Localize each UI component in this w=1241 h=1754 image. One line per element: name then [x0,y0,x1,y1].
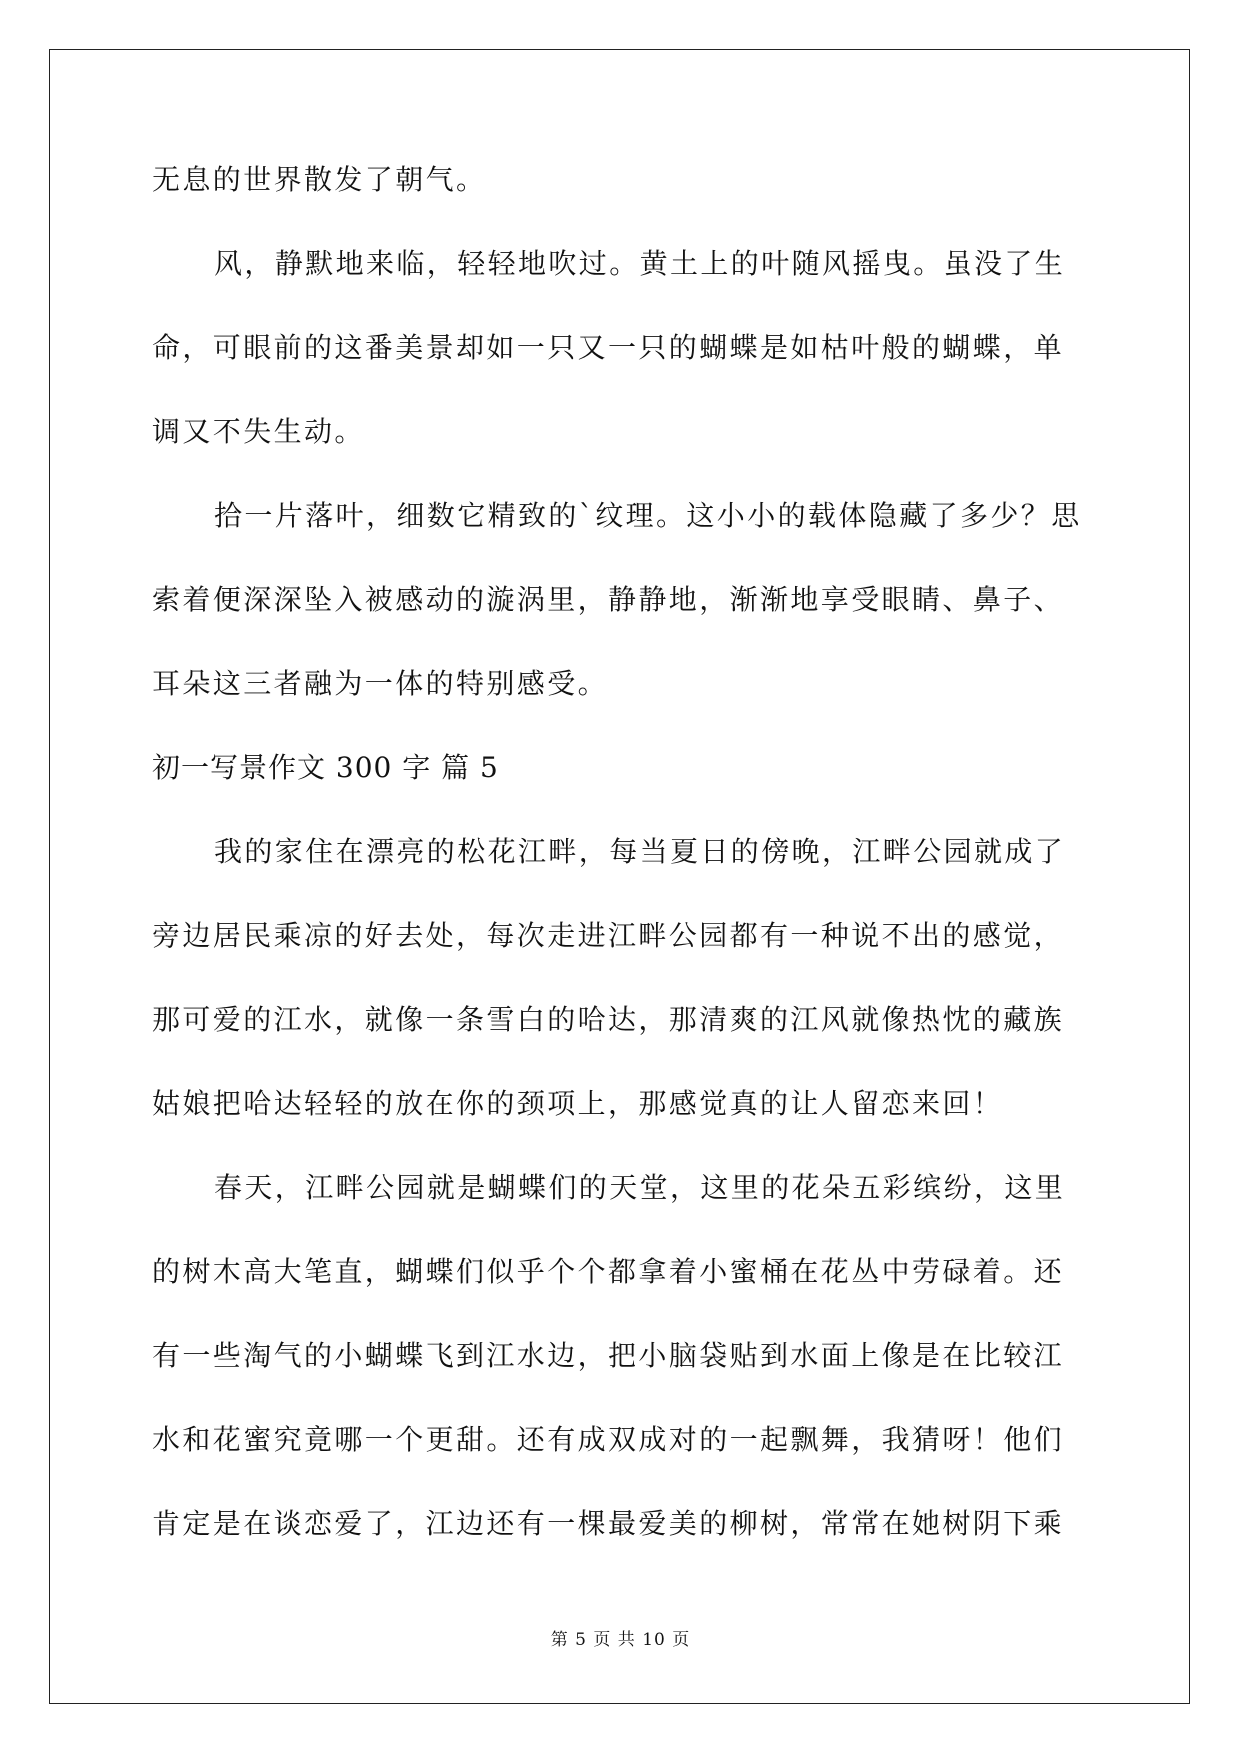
text-line: 风，静默地来临，轻轻地吹过。黄土上的叶随风摇曳。虽没了生 [214,247,1066,280]
page-footer: 第 5 页 共 10 页 [550,1630,691,1650]
text-line: 旁边居民乘凉的好去处，每次走进江畔公园都有一种说不出的感觉， [152,919,1065,952]
text-line: 调又不失生动。 [152,415,365,448]
text-line: 无息的世界散发了朝气。 [152,163,487,196]
text-line: 春天，江畔公园就是蝴蝶们的天堂，这里的花朵五彩缤纷，这里 [214,1171,1066,1204]
section-heading: 初一写景作文 300 字 篇 5 [152,751,499,784]
text-line: 命，可眼前的这番美景却如一只又一只的蝴蝶是如枯叶般的蝴蝶，单 [152,331,1065,364]
text-line: 耳朵这三者融为一体的特别感受。 [152,667,609,700]
text-line: 拾一片落叶，细数它精致的`纹理。这小小的载体隐藏了多少？思 [214,499,1082,532]
text-line: 水和花蜜究竟哪一个更甜。还有成双成对的一起飘舞，我猜呀！他们 [152,1423,1065,1456]
text-line: 我的家住在漂亮的松花江畔，每当夏日的傍晚，江畔公园就成了 [214,835,1066,868]
text-line: 那可爱的江水，就像一条雪白的哈达，那清爽的江风就像热忱的藏族 [152,1003,1065,1036]
text-line: 有一些淘气的小蝴蝶飞到江水边，把小脑袋贴到水面上像是在比较江 [152,1339,1065,1372]
text-line: 的树木高大笔直，蝴蝶们似乎个个都拿着小蜜桶在花丛中劳碌着。还 [152,1255,1065,1288]
document-body [152,152,1092,1580]
text-line: 肯定是在谈恋爱了，江边还有一棵最爱美的柳树，常常在她树阴下乘 [152,1507,1065,1540]
text-line: 索着便深深坠入被感动的漩涡里，静静地，渐渐地享受眼睛、鼻子、 [152,583,1065,616]
text-line: 姑娘把哈达轻轻的放在你的颈项上，那感觉真的让人留恋来回！ [152,1087,1004,1120]
